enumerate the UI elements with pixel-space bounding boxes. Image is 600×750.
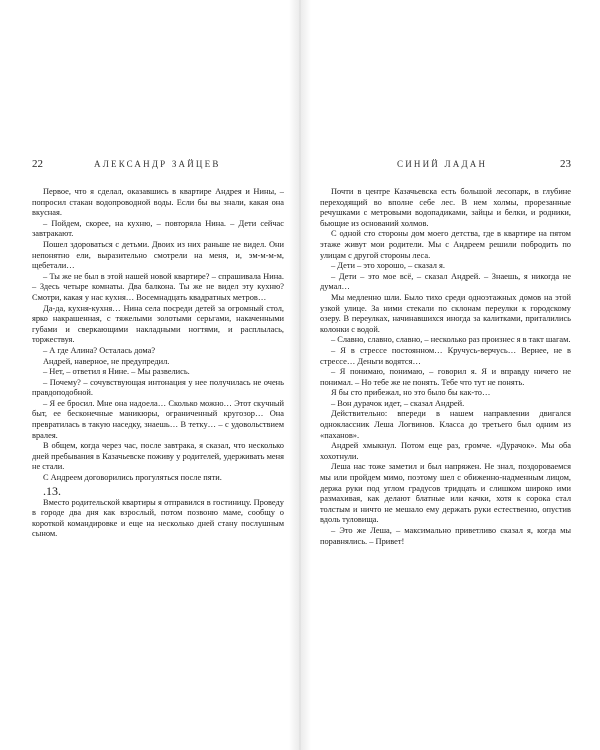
paragraph: Почти в центре Казачьевска есть большой лесопарк, в глубине переходящий во вполне себе лес. В нем холмы, прорезанные речушками с метровыми водопадиками, зайцы и белки, и родники, бьющие из оснований холмов. <box>320 187 571 228</box>
paragraph: Вместо родительской квартиры я отправился в гостиницу. Проведу в городе два дня как взрослый, потом позвоню маме, сообщу о короткой командировке и еще на несколько дней стану послушным сыном. <box>32 497 284 539</box>
left-page-header <box>32 157 284 171</box>
left-page-number: 22 <box>32 158 43 170</box>
right-page-header <box>320 157 571 171</box>
right-running-head: СИНИЙ ЛАДАН <box>397 159 488 169</box>
right-page <box>300 0 600 750</box>
paragraph: В общем, когда через час, после завтрака, я сказал, что несколько дней пребывания в Казачьевске поживу у родителей, удерживать меня не стали. <box>32 441 284 472</box>
chapter-number: .13. <box>43 483 61 498</box>
paragraph: – Славно, славно, славно, – несколько раз произнес я в такт шагам. <box>331 335 571 345</box>
paragraph: Действительно: впереди в нашем направлении двигался одноклассник Леша Логвинов. Класса до третьего был одним из «паханов». <box>320 409 571 440</box>
paragraph: – Это же Леша, – максимально приветливо сказал я, когда мы поравнялись. – Привет! <box>320 526 571 546</box>
paragraph: Пошел здороваться с детьми. Двоих из них раньше не видел. Они непонятно ели, выразительно смотрели на меня, и, эм-м-м-м, щебетали… <box>32 239 284 271</box>
right-page-text <box>320 187 571 547</box>
paragraph: Первое, что я сделал, оказавшись в квартире Андрея и Нины, – попросил стакан водопроводной воды. Если бы вы знали, какая она вкусная. <box>32 187 284 218</box>
right-page-number: 23 <box>560 158 571 170</box>
paragraph: – Нет, – ответил я Нине. – Мы развелись. <box>43 367 190 377</box>
paragraph: – Вон дурачок идет, – сказал Андрей. <box>331 398 465 408</box>
paragraph: Андрей хмыкнул. Потом еще раз, громче. «Дурачок». Мы оба хохотнули. <box>320 441 571 461</box>
paragraph: Андрей, наверное, не предупредил. <box>43 356 170 366</box>
paragraph: С одной сто стороны дом моего детства, где в квартире на пятом этаже живут мои родители. Мы с Андреем решили побродить по улицам с другой стороны леса. <box>320 229 571 260</box>
paragraph: Я бы сто прибежал, но это было бы как-то… <box>331 388 491 398</box>
paragraph: – Ты же не был в этой нашей новой квартире? – спрашивала Нина. – Здесь четыре комнаты. Два балкона. Ты же не видел эту кухню? Смотри, какая у нас кухня… Восемнадцать квадратных метров… <box>32 271 284 302</box>
paragraph: С Андреем договорились прогуляться после пяти. <box>43 473 222 483</box>
paragraph: – Дети – это хорошо, – сказал я. <box>331 261 445 271</box>
paragraph: Мы медленно шли. Было тихо среди одноэтажных домов на этой узкой улице. За ними стекали по склонам переулки к городскому озеру. В переулках, начинавшихся иногда за калитками, приталились колонки с водой. <box>320 292 571 334</box>
paragraph: – А где Алина? Осталась дома? <box>43 345 156 355</box>
left-running-head: АЛЕКСАНДР ЗАЙЦЕВ <box>94 159 221 169</box>
paragraph: Да-да, кухня-кухня… Нина села посреди детей за огромный стол, ярко накрашенная, с тяжелыми золотыми серьгами, накаченными губами и сверкающими накладными ногтями, и расплылась, торжествуя. <box>32 303 284 345</box>
paragraph: – Пойдем, скорее, на кухню, – повторяла Нина. – Дети сейчас завтракают. <box>32 218 284 239</box>
paragraph: Леша нас тоже заметил и был напряжен. Не знал, поздороваемся мы или пройдем мимо, поэтому шел с обиженно-надменным лицом, держа руки под углом градусов тридцать и слишком широко ими размахивая, как делают блатные или качки, хотя к сорока стал толстым и ничто не мешало ему держать руки естественно, опустив вдоль туловища. <box>320 462 571 525</box>
paragraph: – Я понимаю, понимаю, – говорил я. Я и вправду ничего не понимал. – Но тебе же не понять. Тебе что тут не понять. <box>320 367 571 387</box>
paragraph: – Дети – это мое всё, – сказал Андрей. – Знаешь, я никогда не думал… <box>320 271 571 292</box>
paragraph: – Почему? – сочувствующая интонация у нее получилась не очень правдоподобной. <box>32 377 284 398</box>
paragraph: – Я ее бросил. Мне она надоела… Сколько можно… Этот скучный быт, ее бесконечные маникюры, ограниченный кругозор… Она превратилась в такую наседку, знаешь… В тетку… – с удовольствием вралея. <box>32 398 284 440</box>
paragraph: – Я в стрессе постоянном… Кручусь-верчусь… Вернее, не в стрессе… Деньги водятся… <box>320 345 571 366</box>
left-page-text <box>32 187 284 540</box>
